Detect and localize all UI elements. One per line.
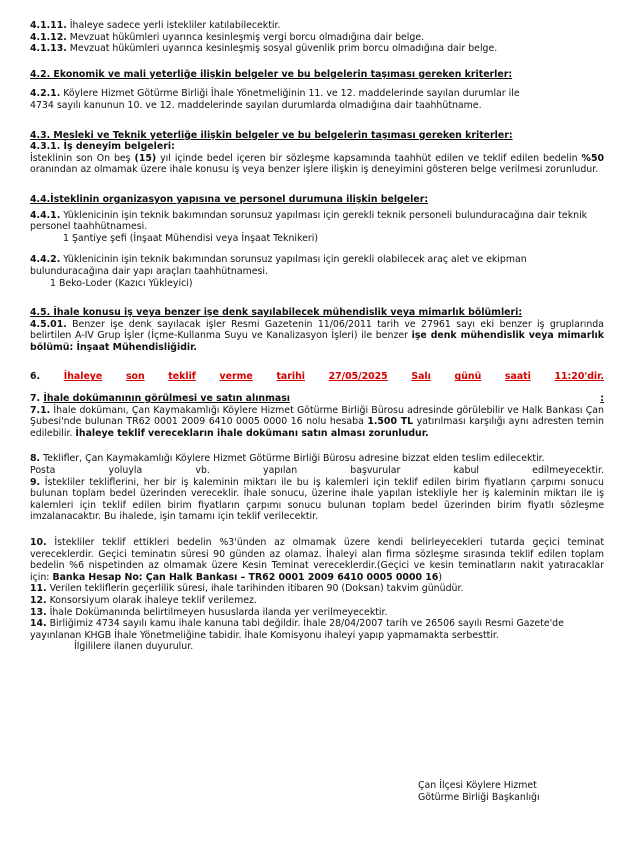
clause-text: Konsorsiyum olarak ihaleye teklif verilemez. bbox=[46, 594, 257, 606]
clause-text: İstekliler tekliflerini, her bir iş kaleminin miktarı ile bu iş kalemleri için teklif edilen birim fiyatların çarpımı sonucu bulunan toplam bedel üzerinden vereceklir. İhale sonucu, üzerine ihale yapılan istekliyle her iş kaleminin miktarı ile iş kalemleri için teklif edilen birim fiyatların çarpımı sonucu bulunan toplam bedel üzerinden birim fiyatlı sözleşme imzalanacaktır. Bu ihalede, işin tamamı için teklif verilecektir. bbox=[30, 476, 604, 523]
clause-number: 4.1.13. bbox=[30, 43, 67, 55]
clause-4-5-01 bbox=[30, 319, 604, 354]
clause-number: 12. bbox=[30, 594, 47, 606]
text-part: ) bbox=[438, 571, 442, 583]
heading-4-3: 4.3. Mesleki ve Teknik yeterliğe ilişkin belgeler ve bu belgelerin taşıması gereken kriterler: bbox=[30, 129, 513, 141]
text-word: edilmeyecektir. bbox=[532, 465, 604, 477]
text-word: kabul bbox=[453, 465, 480, 477]
text-part: oranından az olmamak üzere ihale konusu iş veya benzer işlere ilişkin iş deneyimini gösteren belge verilmesi zorunludur. bbox=[30, 164, 599, 176]
clause-number: 7. bbox=[30, 393, 41, 405]
clause-13 bbox=[30, 607, 604, 619]
text-word: Posta bbox=[30, 465, 56, 477]
clause-4-4-2 bbox=[30, 254, 604, 277]
clause-number: 7.1. bbox=[30, 404, 51, 416]
clause-text: İhale Dokümanında belirtilmeyen hususlarda ilanda yer verilmeyecektir. bbox=[46, 606, 388, 618]
clause-text: Benzer işe denk sayılacak işler Resmi Gazetenin 11/06/2011 tarih ve 27961 sayı eki benzer iş gruplarında belirtilen A-IV Grup İşler (İçme-Kullanma Suyu ve Kanalizasyon İşleri) ile benzer bbox=[30, 318, 604, 342]
clause-text: İhaleye sadece yerli istekliler katılabilecektir. bbox=[66, 20, 281, 31]
clause-text: Verilen tekliflerin geçerlilik süresi, ihale tarihinden itibaren 90 (Doksan) takvim günüdür. bbox=[46, 583, 464, 595]
clause-number: 13. bbox=[30, 606, 47, 618]
text-word: yoluyla bbox=[108, 465, 143, 477]
signature-block bbox=[418, 780, 540, 803]
heading-7 bbox=[30, 393, 604, 405]
heading-7-title bbox=[30, 393, 290, 405]
text-part: İsteklinin son On beş bbox=[30, 152, 135, 164]
amount: 1.500 TL bbox=[367, 416, 414, 428]
text-word: başvurular bbox=[350, 465, 401, 477]
heading-4-2: 4.2. Ekonomik ve mali yeterliğe ilişkin belgeler ve bu belgelerin taşıması gereken kriterler: bbox=[30, 68, 513, 80]
heading-text: İhale dokümanının görülmesi ve satın alınması bbox=[43, 393, 290, 405]
clause-number: 4.5.01. bbox=[30, 318, 67, 330]
clause-12 bbox=[30, 595, 604, 607]
signature-line: Çan İlçesi Köylere Hizmet bbox=[418, 780, 537, 791]
clause-text-bold: işe denk mühendislik veya mimarlık bölümü: İnşaat Mühendisliğidir. bbox=[30, 330, 604, 353]
clause-number: 4.4.2. bbox=[30, 254, 61, 266]
clause-4-1-12 bbox=[30, 32, 604, 44]
clause-8 bbox=[30, 453, 604, 465]
clause-number: 4.2.1. bbox=[30, 88, 61, 100]
clause-text: Mevzuat hükümleri uyarınca kesinleşmiş sosyal güvenlik prim borcu olmadığına dair belge. bbox=[66, 43, 498, 55]
clause-4-4-1 bbox=[30, 210, 604, 233]
clause-text: Yüklenicinin işin teknik bakımından sorunsuz yapılması için gerekli olabilecek araç alet ve ekipman bulunduracağına dair yapı araçları taahhütnamesi. bbox=[30, 254, 527, 277]
clause-number: 4.4.1. bbox=[30, 209, 61, 221]
clause-number: 11. bbox=[30, 583, 47, 595]
clause-4-2-1-cont: 4734 sayılı kanunun 10. ve 12. maddelerinde sayılan durumlarda olmadığına dair taahhütname. bbox=[30, 99, 482, 111]
clause-number: 4.1.11. bbox=[30, 20, 67, 31]
deadline-word: Salı bbox=[411, 371, 431, 383]
clause-4-3-1 bbox=[30, 153, 604, 176]
clause-4-1-11 bbox=[30, 20, 604, 32]
clause-6-tender-deadline bbox=[30, 371, 604, 383]
heading-colon: : bbox=[600, 393, 604, 405]
deadline-word: son bbox=[125, 371, 145, 383]
deadline-word: teklif bbox=[168, 371, 196, 383]
clause-number: 4.1.12. bbox=[30, 31, 67, 43]
clause-text: Teklifler, Çan Kaymakamlığı Köylere Hizmet Götürme Birliği Bürosu adresine bizzat elden teslim edilecektir. bbox=[40, 453, 545, 465]
clause-7-1 bbox=[30, 405, 604, 440]
clause-number: 10. bbox=[30, 537, 47, 548]
clause-number: 6. bbox=[30, 371, 41, 383]
text-bold: (15) bbox=[134, 152, 157, 164]
deadline-word: İhaleye bbox=[63, 371, 103, 383]
clause-text: İhale dokümanı, Çan Kaymakamlığı Köylere Hizmet Götürme Birliği Bürosu adresinde görülebilir ve Halk Bankası Çan Şubesi'nde bulunan TR62 0001 2009 6410 0005 0000 16 nolu hesaba bbox=[30, 404, 604, 428]
deadline-word: günü bbox=[454, 371, 482, 383]
clause-4-4-1-item: 1 Şantiye şefi (İnşaat Mühendisi veya İnşaat Teknikeri) bbox=[63, 232, 318, 244]
text-part: yıl içinde bedel içeren bir sözleşme kapsamında taahhüt edilen ve teklif edilen bedelin bbox=[156, 152, 582, 164]
deadline-word: tarihi bbox=[276, 371, 305, 383]
clause-number: 9. bbox=[30, 476, 41, 488]
clause-text-bold: İhaleye teklif verecekların ihale dokümanı satın alması zorunludur. bbox=[75, 427, 429, 439]
clause-text: Köylere Hizmet Götürme Birliği İhale Yönetmeliğinin 11. ve 12. maddelerinde sayılan durumlar ile bbox=[60, 88, 520, 100]
heading-4-5: 4.5. İhale konusu iş veya benzer işe denk sayılabilecek mühendislik veya mimarlık bölümleri: bbox=[30, 307, 523, 319]
clause-14 bbox=[30, 618, 604, 641]
clause-number: 14. bbox=[30, 618, 47, 630]
text-word: vb. bbox=[195, 465, 210, 477]
clause-11 bbox=[30, 583, 604, 595]
tender-document bbox=[30, 20, 604, 653]
clause-number: 8. bbox=[30, 453, 41, 465]
clause-4-2-1 bbox=[30, 88, 604, 100]
deadline-word: verme bbox=[219, 371, 253, 383]
text-bold: %50 bbox=[581, 152, 604, 164]
signature-line: Götürme Birliği Başkanlığı bbox=[418, 791, 540, 803]
clause-text: yatırılması karşılığı aynı adresten temin edilebilir. bbox=[30, 416, 604, 439]
bank-account: Banka Hesap No: Çan Halk Bankası – TR62 0001 2009 6410 0005 0000 16 bbox=[52, 571, 439, 583]
clause-text: Mevzuat hükümleri uyarınca kesinleşmiş vergi borcu olmadığına dair belge. bbox=[66, 31, 425, 43]
clause-text: Yüklenicinin işin teknik bakımından sorunsuz yapılması için gerekli teknik personeli bulunduracağına dair teknik personel taahhütnamesi. bbox=[30, 209, 588, 233]
closing-note: İlgililere ilanen duyurulur. bbox=[74, 641, 194, 653]
clause-4-4-2-item: 1 Beko-Loder (Kazıcı Yükleyici) bbox=[50, 277, 193, 289]
clause-text: İstekliler teklif ettikleri bedelin %3'ünden az olmamak üzere kendi belirleyecekleri tutarda geçici teminat vereceklerdir. Geçici teminatın süresi 90 günden az olamaz. İhaleyi alan firma sözleşme sırasında teklif edilen toplam bedelin %6 nispetinden az olmamak üzere Kesin Teminat vereceklerdir.(Geçici ve kesin teminatların nakit yatıracaklar için: bbox=[30, 537, 604, 583]
heading-4-3-1: 4.3.1. İş deneyim belgeleri: bbox=[30, 141, 175, 153]
text-word: yapılan bbox=[263, 465, 298, 477]
deadline-time: 11:20'dir. bbox=[554, 371, 604, 383]
clause-text: Birliğimiz 4734 sayılı kamu ihale kanuna tabi değildir. İhale 28/04/2007 tarih ve 26506 sayılı Resmi Gazete'de yayınlanan KHGB İhale Yönetmeliğine tabidir. İhale Komisyonu ihaleyi yapıp yapmamakta serbesttir. bbox=[30, 618, 564, 641]
deadline-date: 27/05/2025 bbox=[328, 371, 388, 383]
clause-10 bbox=[30, 537, 604, 583]
deadline-word: saati bbox=[504, 371, 531, 383]
clause-8-cont bbox=[30, 465, 604, 477]
clause-4-1-13 bbox=[30, 43, 604, 55]
heading-4-4: 4.4.İsteklinin organizasyon yapısına ve personel durumuna ilişkin belgeler: bbox=[30, 193, 429, 205]
clause-9 bbox=[30, 477, 604, 523]
